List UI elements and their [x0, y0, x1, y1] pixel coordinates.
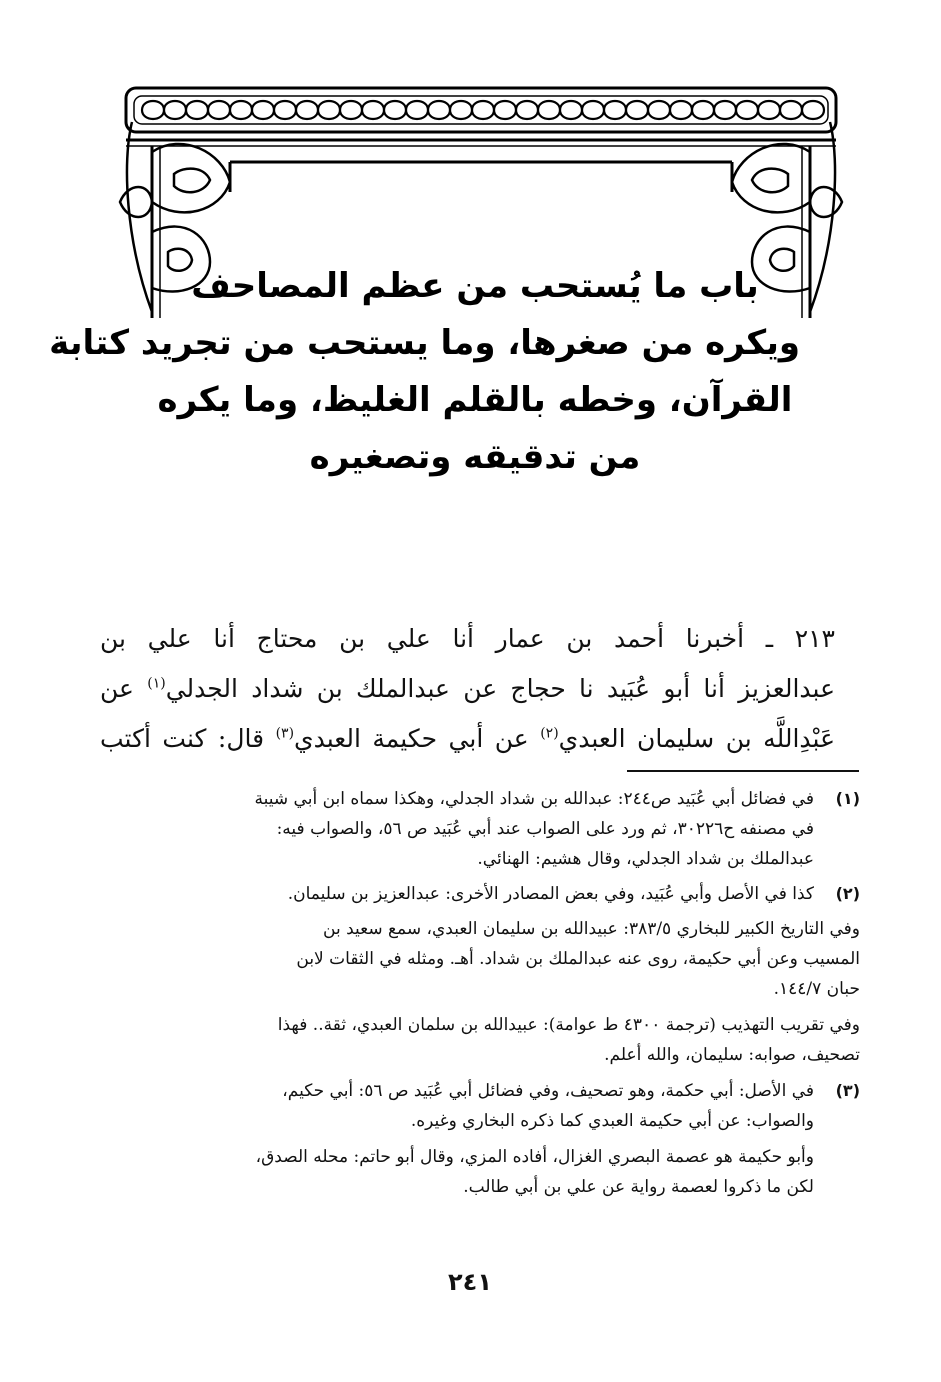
footnote-number: (٢) — [835, 884, 860, 903]
footnote-line: تصحيف، صوابه: سليمان، والله أعلم. — [604, 1045, 860, 1065]
body-segment: عن — [100, 674, 148, 703]
footnote-text — [100, 1076, 814, 1202]
footnote-line: وأبو حكيمة هو عصمة البصري الغزال، أفاده المزي، وقال أبو حاتم: محله الصدق، — [255, 1147, 814, 1167]
footnote-ref[interactable]: (١) — [147, 675, 166, 692]
body-segment: عن أبي حكيمة العبدي — [294, 724, 541, 753]
chapter-title — [49, 258, 800, 486]
footnote-divider — [627, 770, 859, 772]
body-line — [100, 664, 835, 714]
footnote-line: في الأصل: أبي حكمة، وهو تصحيف، وفي فضائل أبي عُبَيد ص ٥٦: أبي حكيم، — [282, 1081, 814, 1101]
chapter-title-line: القرآن، وخطه بالقلم الغليظ، وما يكره — [157, 380, 793, 420]
footnote-text — [100, 784, 814, 874]
chapter-title-line: ويكره من صغرها، وما يستحب من تجريد كتابة — [49, 323, 800, 363]
body-segment: عبدالعزيز أنا أبو عُبَيد نا حجاج عن عبدالملك بن شداد الجدلي — [165, 674, 835, 703]
body-line — [100, 714, 835, 764]
footnote-1 — [100, 784, 860, 874]
footnote-line: والصواب: عن أبي حكيمة العبدي كما ذكره البخاري وغيره. — [410, 1111, 814, 1131]
footnote-number: (١) — [835, 789, 860, 808]
footnote-line: المسيب وعن أبي حكيمة، روى عنه عبدالملك بن شداد. أهـ. ومثله في الثقات لابن — [296, 949, 860, 969]
body-line: ٢١٣ ـ أخبرنا أحمد بن عمار أنا علي بن محتاج أنا علي بن — [100, 624, 835, 653]
footnote-3 — [100, 1076, 860, 1202]
footnote-ref[interactable]: (٣) — [275, 725, 295, 742]
footnote-line: وفي تقريب التهذيب (ترجمة ٤٣٠٠ ط عوامة): عبيدالله بن سلمان العبدي، ثقة.. فهذا — [277, 1015, 860, 1035]
footnote-line: وفي التاريخ الكبير للبخاري ٣٨٣/٥: عبيدالله بن سليمان العبدي، سمع سعيد بن — [323, 919, 860, 939]
footnote-line: كذا في الأصل وأبي عُبَيد، وفي بعض المصادر الأخرى: عبدالعزيز بن سليمان. — [287, 884, 814, 904]
body-segment: قال: كنت أكتب — [100, 724, 276, 753]
footnote-text — [100, 879, 814, 909]
footnote-2-continuation — [100, 914, 860, 1070]
footnote-line: حبان ١٤٤/٧. — [773, 979, 860, 999]
page-number: ٢٤١ — [448, 1268, 492, 1296]
body-segment: عَبْدِاللَّه بن سليمان العبدي — [558, 724, 836, 753]
footnote-number: (٣) — [835, 1081, 860, 1100]
hadith-text — [100, 614, 835, 764]
footnote-line: عبدالملك بن شداد الجدلي، وقال هشيم: الهنائي. — [477, 849, 814, 869]
footnotes — [100, 784, 860, 1207]
footnote-line: لكن ما ذكروا لعصمة رواية عن علي بن أبي طالب. — [463, 1177, 814, 1197]
footnote-line: في فضائل أبي عُبَيد ص٢٤٤: عبدالله بن شداد الجدلي، وهكذا سماه ابن أبي شيبة — [254, 789, 814, 809]
chapter-title-line: من تدقيقه وتصغيره — [309, 437, 641, 477]
footnote-ref[interactable]: (٢) — [540, 725, 559, 742]
chapter-title-line: باب ما يُستحب من عظم المصاحف — [191, 266, 759, 306]
footnote-2 — [100, 879, 860, 909]
footnote-line: في مصنفه ح٣٠٢٢٦، ثم ورد على الصواب عند أبي عُبَيد ص ٥٦، والصواب فيه: — [276, 819, 814, 839]
